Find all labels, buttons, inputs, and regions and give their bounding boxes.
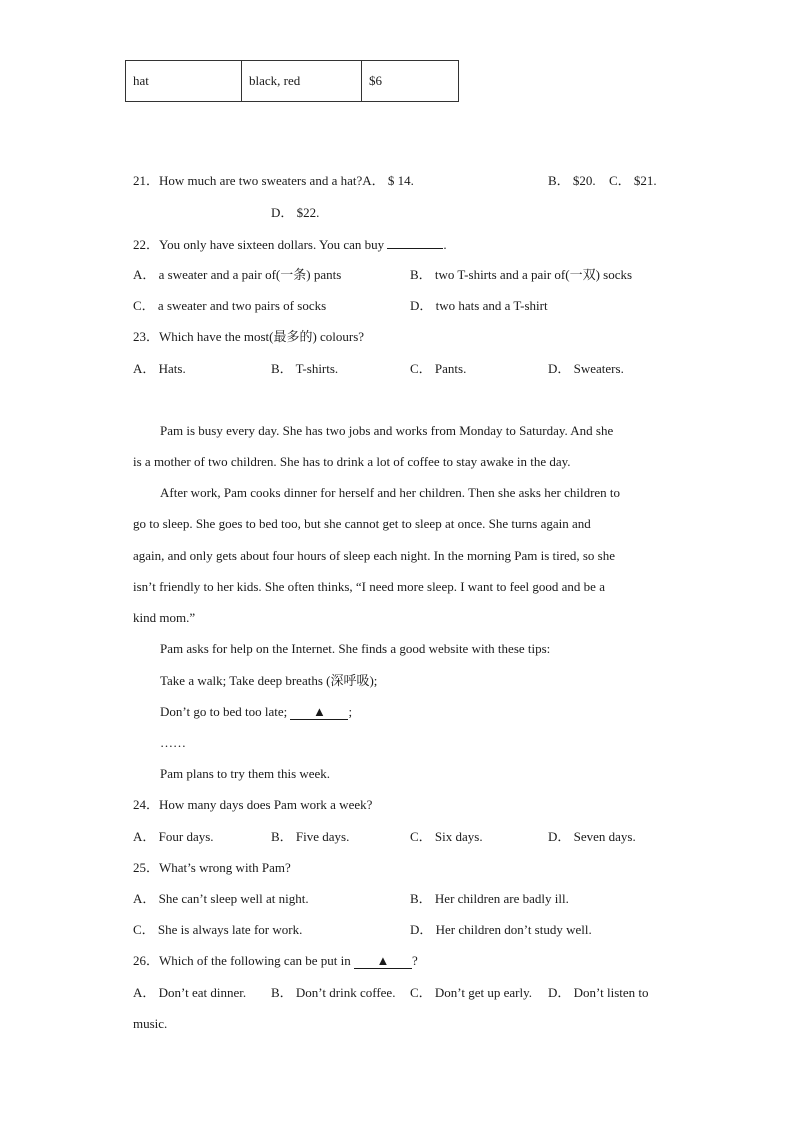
option-b: B． T-shirts. <box>271 361 339 376</box>
question-22 <box>133 236 447 253</box>
table-cell-colour: black, red <box>242 61 362 102</box>
question-25 <box>133 860 291 876</box>
option-c: C． $21. <box>609 173 657 188</box>
question-text: How many days does Pam work a week? <box>159 797 373 812</box>
passage-line: Pam plans to try them this week. <box>160 766 331 781</box>
option-b: B． $20. <box>548 173 596 188</box>
triangle-blank: ▲ <box>290 705 348 720</box>
ellipsis: …… <box>160 735 186 750</box>
passage-line: Pam is busy every day. She has two jobs and works from Monday to Saturday. And she <box>160 423 614 438</box>
question-number: 21． <box>133 173 160 188</box>
question-text: You only have sixteen dollars. You can buy <box>159 237 385 252</box>
question-number: 24． <box>133 797 160 812</box>
question-23 <box>133 329 364 345</box>
option-d: D． $22. <box>271 205 320 220</box>
option-a: A． a sweater and a pair of(一条) pants <box>133 267 342 282</box>
table-cell-item: hat <box>126 61 242 102</box>
option-a: A． $ 14. <box>362 173 414 188</box>
option-d: D． two hats and a T-shirt <box>410 298 548 313</box>
question-text: Which have the most(最多的) colours? <box>159 329 365 344</box>
option-a: A． Four days. <box>133 829 214 844</box>
passage-line: again, and only gets about four hours of sleep each night. In the morning Pam is tired, so she <box>133 548 615 563</box>
question-end: . <box>443 237 447 252</box>
tip-line <box>160 704 352 720</box>
option-b: B． Her children are badly ill. <box>410 891 569 906</box>
question-text: How much are two sweaters and a hat? <box>159 173 363 188</box>
triangle-blank: ▲ <box>354 954 412 969</box>
tip-line: Take a walk; Take deep breaths (深呼吸); <box>160 673 378 688</box>
passage-line: go to sleep. She goes to bed too, but she cannot get to sleep at once. She turns again and <box>133 516 591 531</box>
question-text: What’s wrong with Pam? <box>159 860 291 875</box>
option-c: C． Pants. <box>410 361 467 376</box>
question-number: 25． <box>133 860 160 875</box>
passage-line: Pam asks for help on the Internet. She finds a good website with these tips: <box>160 641 551 656</box>
option-c: C． Don’t get up early. <box>410 985 533 1000</box>
passage-line: After work, Pam cooks dinner for herself and her children. Then she asks her children to <box>160 485 621 500</box>
option-c: C． Six days. <box>410 829 483 844</box>
table-cell-price: $6 <box>362 61 459 102</box>
question-end: ? <box>411 953 418 968</box>
question-text: Which of the following can be put in <box>159 953 351 968</box>
passage-line: is a mother of two children. She has to drink a lot of coffee to stay awake in the day. <box>133 454 571 469</box>
price-table <box>125 60 459 102</box>
option-c: C． She is always late for work. <box>133 922 303 937</box>
option-a: A． She can’t sleep well at night. <box>133 891 309 906</box>
option-c: C． a sweater and two pairs of socks <box>133 298 327 313</box>
option-d: D． Her children don’t study well. <box>410 922 592 937</box>
answer-blank <box>387 236 443 249</box>
question-21 <box>133 173 414 189</box>
option-b: B． Five days. <box>271 829 350 844</box>
tip-text: Don’t go to bed too late; <box>160 704 288 719</box>
option-d: D． Sweaters. <box>548 361 624 376</box>
tip-end: ; <box>348 704 353 719</box>
option-d: D． Don’t listen to <box>548 985 649 1000</box>
question-number: 22． <box>133 237 160 252</box>
question-number: 23． <box>133 329 160 344</box>
table-row <box>126 61 459 102</box>
passage-line: isn’t friendly to her kids. She often thinks, “I need more sleep. I want to feel good and be a <box>133 579 605 594</box>
question-24 <box>133 797 372 813</box>
option-d-continued: music. <box>133 1016 168 1031</box>
option-b: B． two T-shirts and a pair of(一双) socks <box>410 267 633 282</box>
question-26 <box>133 953 418 969</box>
option-a: A． Don’t eat dinner. <box>133 985 247 1000</box>
option-d: D． Seven days. <box>548 829 636 844</box>
passage-line: kind mom.” <box>133 610 196 625</box>
question-number: 26． <box>133 953 160 968</box>
option-b: B． Don’t drink coffee. <box>271 985 396 1000</box>
option-a: A． Hats. <box>133 361 186 376</box>
